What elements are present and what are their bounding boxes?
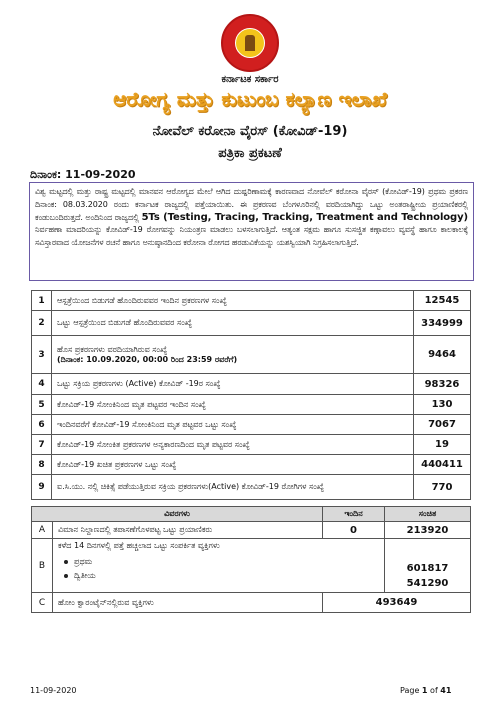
row-value: 770 <box>414 475 471 500</box>
primary-contacts-value: 601817 <box>406 563 449 574</box>
row-label: ಕಳೆದ 14 ದಿನಗಳಲ್ಲಿ ಪತ್ತೆ ಹಚ್ಚಲಾದ ಒಟ್ಟು ಸಂಪರ್ಕಿತ ವ್ಯಕ್ತಿಗಳು <box>58 541 220 550</box>
row-label: ಆಸ್ಪತ್ರೆಯಿಂದ ಬಿಡುಗಡೆ ಹೊಂದಿರುವವರ ಇಂದಿನ ಪ್ರಕರಣಗಳ ಸಂಖ್ಯೆ <box>52 291 414 311</box>
page-prefix: Page <box>400 686 422 695</box>
table-row <box>32 522 471 539</box>
table-row <box>32 311 471 336</box>
row-value: 334999 <box>414 311 471 336</box>
subject-title: ನೋವೆಲ್ ಕರೋನಾ ವೈರಸ್ (ಕೋವಿಡ್-19) <box>152 124 348 139</box>
row-label: ಕೋವಿಡ್-19 ಖಚಿತ ಪ್ರಕರಣಗಳ ಒಟ್ಟು ಸಂಖ್ಯೆ <box>52 455 414 475</box>
row-value: 19 <box>414 435 471 455</box>
intro-text-1: ವಿಶ್ವ ಮಟ್ಟದಲ್ಲಿ ಮತ್ತು ರಾಷ್ಟ್ರ ಮಟ್ಟದಲ್ಲಿ ಮಾನವನ ಆರೋಗ್ಯದ ಮೇಲೆ ಆಗಿದ ದುಷ್ಪರಿಣಾಮಕ್ಕೆ ಕಾರಣವಾದ ನೋವೆಲ್ ಕರೋನಾ ವೈರಸ್ (ಕೋವಿಡ್-19) ಪ್ರಥಮ ಪ್ರಕರಣ ದಿನಾಂಕ: 08.03.2020 ರಂದು ಕರ್ನಾಟಕ ರಾಜ್ಯದಲ್ಲಿ ಪತ್ತೆಯಾಯಿತು. ಈ ಪ್ರಕರಣವ ಬೆಂಗಳೂರಿನಲ್ಲಿ ವರದಿಯಾಗಿದ್ದು ಒಟ್ಟು ಅಂತರಾಷ್ಟ್ರೀಯ ಪ್ರಯಾಣಿಕರಲ್ಲಿ ಕಂಡುಬಂದಿರುತ್ತದೆ. ಅಂದಿನಿಂದ ರಾಜ್ಯದಲ್ಲಿ <box>35 187 468 222</box>
table-row <box>32 415 471 435</box>
row-today-value: 0 <box>323 522 385 539</box>
row-number: 2 <box>32 311 52 336</box>
row-value: 12545 <box>414 291 471 311</box>
row-cumulative-cell <box>385 539 471 593</box>
row-cumulative-value: 213920 <box>385 522 471 539</box>
row-label: ಐ.ಸಿ.ಯು. ನಲ್ಲಿ ಚಿಕಿತ್ಸೆ ಪಡೆಯುತ್ತಿರುವ ಸಕ್ರಿಯ ಪ್ರಕರಣಗಳು(Active) ಕೋವಿಡ್-19 ರೋಗಿಗಳ ಸಂಖ್ಯೆ <box>52 475 414 500</box>
row-label: ಕೋವಿಡ್-19 ಸೋಂಕಿನಿಂದ ಮೃತ ಪಟ್ಟವರ ಇಂದಿನ ಸಂಖ್ಯೆ <box>52 395 414 415</box>
row-number: 8 <box>32 455 52 475</box>
row-value: 98326 <box>414 374 471 395</box>
footer-date: 11-09-2020 <box>30 686 77 695</box>
details-table <box>31 506 471 613</box>
karnataka-seal-logo <box>221 14 279 72</box>
row-label: ಕೋವಿಡ್-19 ಸೋಂಕಿತ ಪ್ರಕರಣಗಳ ಅನ್ಯಕಾರಣದಿಂದ ಮೃತ ಪಟ್ಟವರ ಸಂಖ್ಯೆ <box>52 435 414 455</box>
row-value: 9464 <box>414 336 471 374</box>
row-letter: B <box>32 539 53 593</box>
row-label: ವಿಮಾನ ನಿಲ್ದಾಣದಲ್ಲಿ ತಪಾಸಣೆಗೊಳಪಟ್ಟ ಒಟ್ಟು ಪ್ರಯಾಣಿಕರು <box>53 522 323 539</box>
bullet-primary: ಪ್ರಥಮ <box>74 557 379 567</box>
table-row <box>32 539 471 593</box>
page-number <box>400 686 451 695</box>
row-value: 440411 <box>414 455 471 475</box>
page-current: 1 <box>421 686 428 695</box>
row-number: 1 <box>32 291 52 311</box>
row-label: ಹೊಸ ಪ್ರಕರಣಗಳು ವರದಿಯಾಗಿರುವ ಸಂಖ್ಯೆ <box>57 344 168 354</box>
table-row <box>32 395 471 415</box>
table-row <box>32 475 471 500</box>
summary-table <box>31 290 471 500</box>
row-label-cell <box>52 336 414 374</box>
release-date: ದಿನಾಂಕ: 11-09-2020 <box>30 168 136 181</box>
secondary-contacts-value: 541290 <box>406 578 449 589</box>
row-number: 3 <box>32 336 52 374</box>
intro-text-2: ನಿರ್ವಹಣಾ ಮಾದರಿಯನ್ನು ಕೋವಿಡ್-19 ರೋಗವನ್ನು ನಿಯಂತ್ರಣ ಮಾಡಲು ಬಳಸಲಾಗುತ್ತಿದೆ. ಆತ್ಯಂತ ಸಕ್ಷಮ ಹಾಗೂ ಸುಸಜ್ಜಿತ ಕಣ್ಗಾವಲು ವ್ಯವಸ್ಥೆ ಹಾಗೂ ಕಾಲಕಾಲಕ್ಕೆ ಸವಿಸ್ತಾರವಾದ ಯೋಜನೆಗಳ ರಚನೆ ಹಾಗೂ ಅನುಷ್ಠಾನದಿಂದ ಕರೋನಾ ರೋಗದ ಹರಡುವಿಕೆಯನ್ನು ಯಶಸ್ವಿಯಾಗಿ ನಿಗ್ರಹಿಸಲಾಗುತ್ತಿದೆ. <box>35 225 468 248</box>
header-today: ಇಂದಿನ <box>323 507 385 522</box>
table-row <box>32 374 471 395</box>
header-cumulative: ಸಂಚಿತ <box>385 507 471 522</box>
row-label: ಹೋಂ ಕ್ವಾರಂಟೈನ್‌ನಲ್ಲಿರುವ ವ್ಯಕ್ತಿಗಳು <box>53 593 323 613</box>
seal-emblem-icon <box>235 28 265 58</box>
government-name: ಕರ್ನಾಟಕ ಸರ್ಕಾರ <box>221 74 279 85</box>
row-number: 9 <box>32 475 52 500</box>
row-value: 7067 <box>414 415 471 435</box>
table-row <box>32 435 471 455</box>
table-row <box>32 291 471 311</box>
row-label-date-range: (ದಿನಾಂಕ: 10.09.2020, 00:00 ರಿಂದ 23:59 ರವರೆಗೆ) <box>57 354 238 364</box>
row-number: 7 <box>32 435 52 455</box>
table-row <box>32 455 471 475</box>
press-release-title: ಪತ್ರಿಕಾ ಪ್ರಕಟಣೆ <box>218 146 282 161</box>
row-letter: A <box>32 522 53 539</box>
page-total: 41 <box>440 686 452 695</box>
table-row <box>32 593 471 613</box>
page-of: of <box>427 686 441 695</box>
department-title: ಆರೋಗ್ಯ ಮತ್ತು ಕುಟುಂಬ ಕಲ್ಯಾಣ ಇಲಾಖೆ <box>113 87 387 111</box>
table-row <box>32 336 471 374</box>
row-value: 130 <box>414 395 471 415</box>
details-header-row <box>32 507 471 522</box>
row-cumulative-value: 493649 <box>323 593 471 613</box>
intro-text-bold: 5Ts (Testing, Tracing, Tracking, Treatment and Technology) <box>141 211 468 223</box>
header-details: ವಿವರಗಳು <box>32 507 323 522</box>
contact-bullets <box>58 557 379 581</box>
row-label: ಒಟ್ಟು ಆಸ್ಪತ್ರೆಯಿಂದ ಬಿಡುಗಡೆ ಹೊಂದಿರುವವರ ಸಂಖ್ಯೆ <box>52 311 414 336</box>
row-letter: C <box>32 593 53 613</box>
row-number: 6 <box>32 415 52 435</box>
row-label: ಇಂದಿನವರೆಗೆ ಕೋವಿಡ್-19 ಸೋಂಕಿನಿಂದ ಮೃತ ಪಟ್ಟವರ ಒಟ್ಟು ಸಂಖ್ಯೆ <box>52 415 414 435</box>
row-number: 5 <box>32 395 52 415</box>
intro-paragraph <box>29 182 474 281</box>
row-label-cell <box>53 539 385 593</box>
row-label: ಒಟ್ಟು ಸಕ್ರಿಯ ಪ್ರಕರಣಗಳು (Active) ಕೋವಿಡ್ -19ರ ಸಂಖ್ಯೆ <box>52 374 414 395</box>
row-number: 4 <box>32 374 52 395</box>
bullet-secondary: ದ್ವಿತೀಯ <box>74 571 379 581</box>
